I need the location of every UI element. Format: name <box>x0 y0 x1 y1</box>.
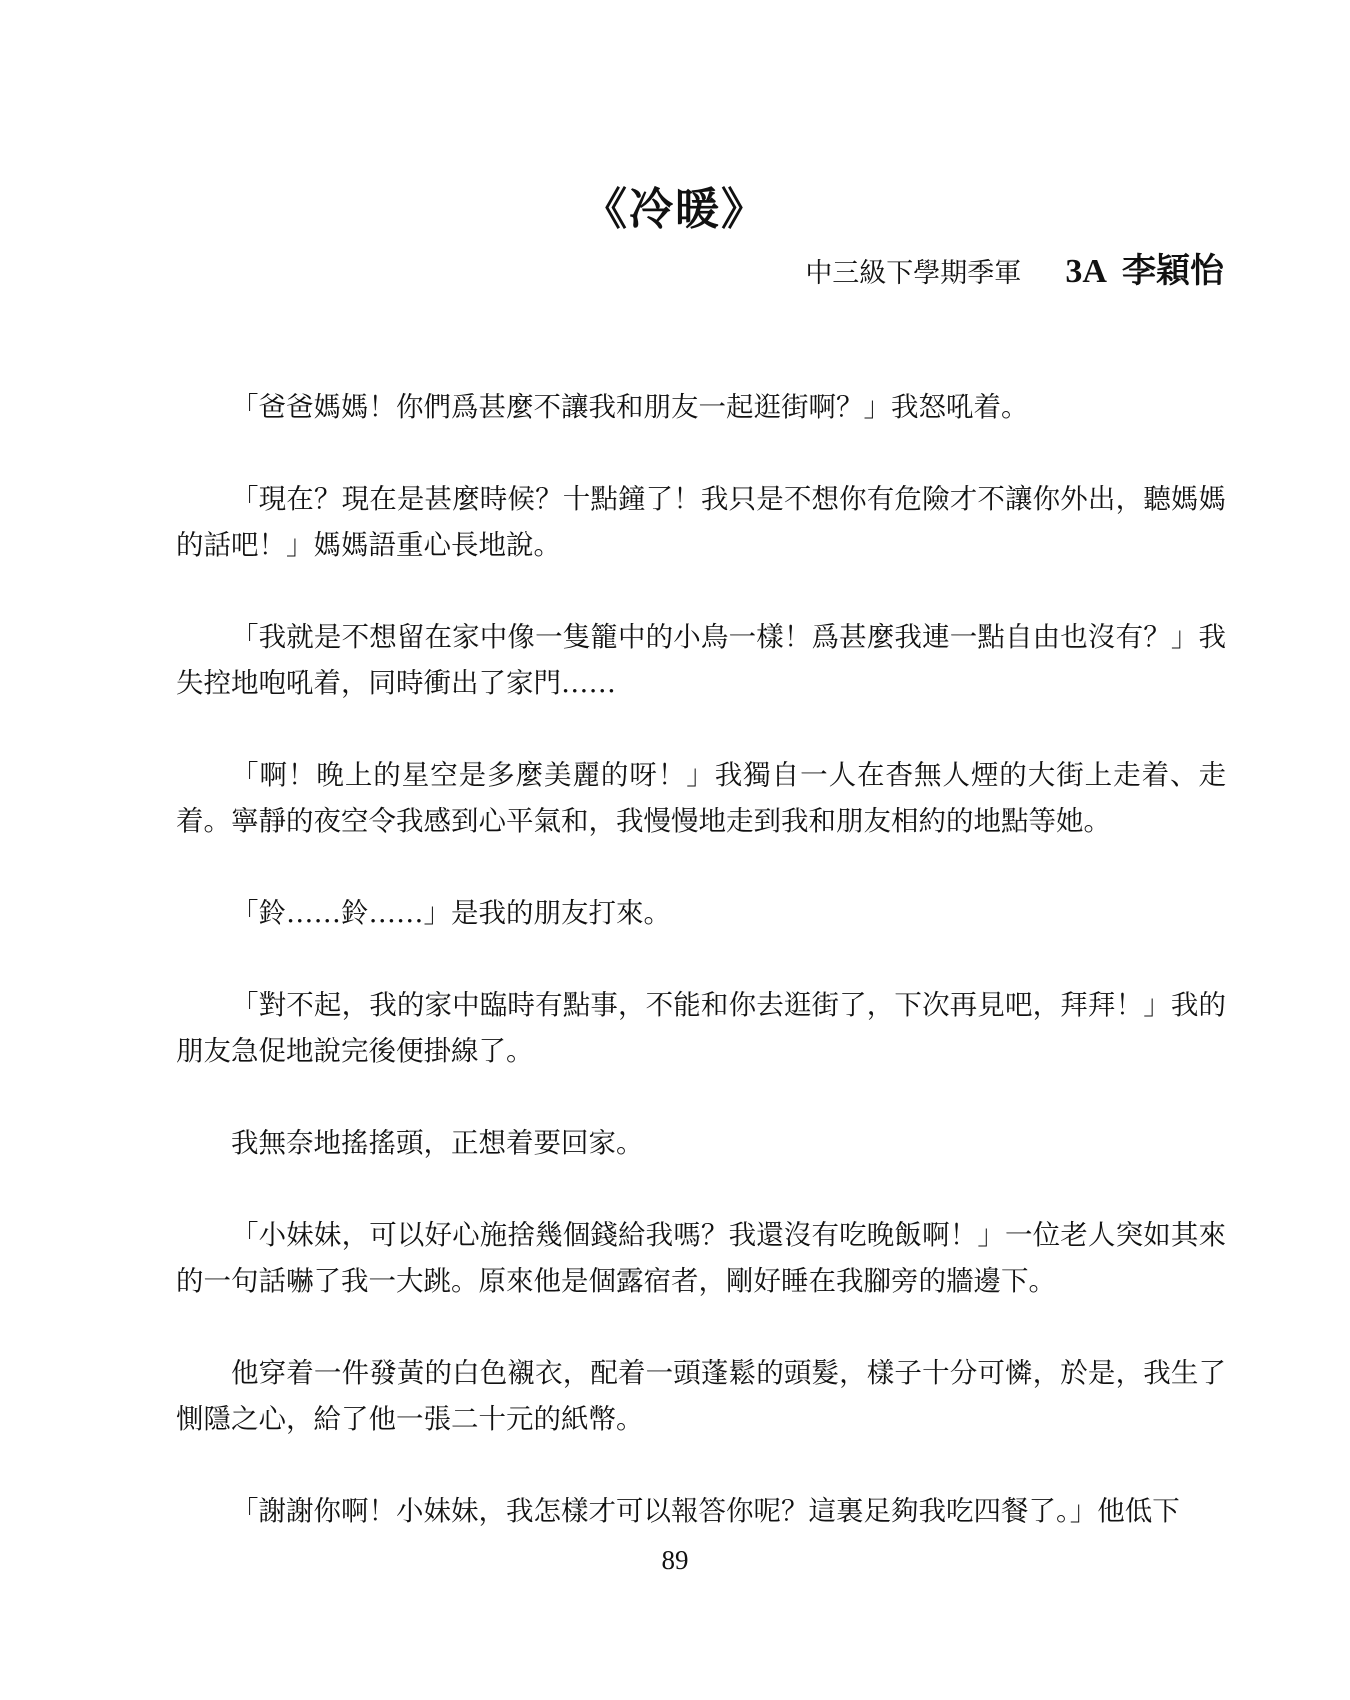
paragraph: 「啊！晚上的星空是多麼美麗的呀！」我獨自一人在杳無人煙的大街上走着、走着。寧靜的夜空令我感到心平氣和，我慢慢地走到我和朋友相約的地點等她。 <box>176 759 1226 837</box>
page-number: 89 <box>661 1545 689 1575</box>
paragraph: 「爸爸媽媽！你們爲甚麼不讓我和朋友一起逛街啊？」我怒吼着。 <box>231 391 1029 423</box>
paragraph: 「我就是不想留在家中像一隻籠中的小鳥一樣！爲甚麼我連一點自由也沒有？」我失控地咆吼着，同時衝出了家門…… <box>176 621 1226 699</box>
author-name: 3A 李穎怡 <box>1065 253 1224 290</box>
essay-body <box>176 384 1226 1580</box>
paragraph: 「鈴……鈴……」是我的朋友打來。 <box>231 897 671 929</box>
paragraph: 「對不起，我的家中臨時有點事，不能和你去逛街了，下次再見吧，拜拜！」我的朋友急促地說完後便掛線了。 <box>176 989 1226 1067</box>
essay-title: 《冷暖》 <box>583 184 767 235</box>
award-label: 中三級下學期季軍 <box>805 258 1022 289</box>
paragraph: 他穿着一件發黃的白色襯衣，配着一頭蓬鬆的頭髮，樣子十分可憐，於是，我生了惻隱之心，給了他一張二十元的紙幣。 <box>176 1357 1226 1435</box>
paragraph: 「謝謝你啊！小妹妹，我怎樣才可以報答你呢？這裏足夠我吃四餐了。」他低下 <box>231 1495 1180 1527</box>
paragraph: 我無奈地搖搖頭，正想着要回家。 <box>231 1127 644 1159</box>
byline <box>805 252 1224 294</box>
paragraph: 「現在？現在是甚麼時候？十點鐘了！我只是不想你有危險才不讓你外出，聽媽媽的話吧！」媽媽語重心長地說。 <box>176 483 1226 561</box>
paragraph: 「小妹妹，可以好心施捨幾個錢給我嗎？我還沒有吃晚飯啊！」一位老人突如其來的一句話嚇了我一大跳。原來他是個露宿者，剛好睡在我腳旁的牆邊下。 <box>176 1219 1226 1297</box>
